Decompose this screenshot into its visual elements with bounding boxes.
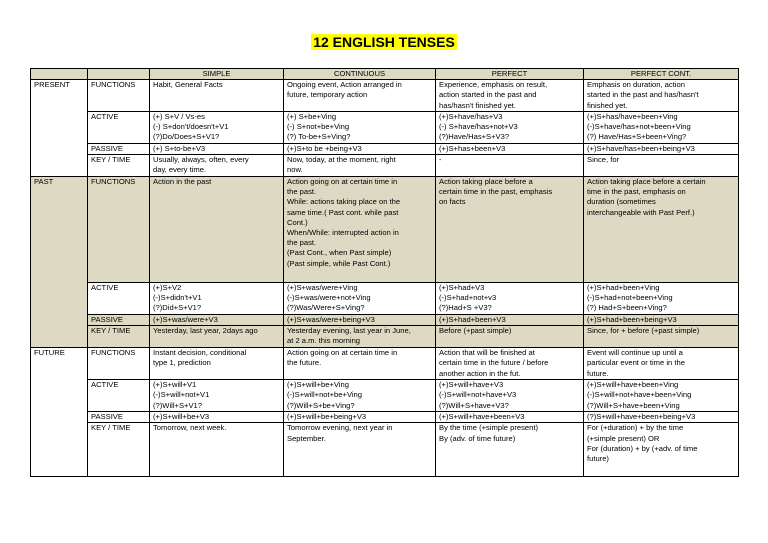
cell-line: started in the past and has/hasn't <box>587 90 699 100</box>
cell-line: (?)Will+S+be+Ving? <box>287 400 355 410</box>
tense-cell <box>584 80 739 112</box>
cell-line: future) <box>587 454 609 464</box>
tense-cell <box>284 348 436 380</box>
cell-line: the past. <box>287 187 317 197</box>
cell-line: (+)S+will+have+been+Ving <box>587 380 679 390</box>
tense-cell <box>436 380 584 412</box>
row-label: ACTIVE <box>88 111 150 143</box>
tense-cell <box>150 380 284 412</box>
cell-line: (+)S+will+be+Ving <box>287 380 349 390</box>
cell-line: (-) S+have/has+not+V3 <box>439 122 518 132</box>
tense-cell <box>584 143 739 154</box>
cell-line: Ongoing event, Action arranged in <box>287 80 402 90</box>
cell-line: By (adv. of time future) <box>439 433 516 443</box>
cell-line: For (duration) + by (+adv. of time <box>587 443 698 453</box>
tenses-table <box>30 68 739 477</box>
cell-line: Since, for <box>587 155 620 165</box>
cell-line: Habit, General Facts <box>153 80 223 90</box>
header-continuous: CONTINUOUS <box>284 69 436 80</box>
table-row <box>31 283 739 315</box>
cell-line: (-) S+don't/doesn't+V1 <box>153 122 229 132</box>
cell-line: By the time (+simple present) <box>439 423 538 433</box>
cell-line: Tomorrow evening, next year in <box>287 423 393 433</box>
header-perfect: PERFECT <box>436 69 584 80</box>
cell-line: (+)S+has/have+been+Ving <box>587 111 678 121</box>
tense-cell <box>150 423 284 477</box>
tense-cell <box>150 143 284 154</box>
cell-line: certain time in the past, emphasis <box>439 187 553 197</box>
tense-cell <box>284 155 436 177</box>
cell-line: Since, for + before (+past simple) <box>587 326 700 336</box>
tense-cell <box>436 315 584 326</box>
cell-line: Now, today, at the moment, right <box>287 155 396 165</box>
cell-line: (?)Have/Has+S+V3? <box>439 132 510 142</box>
cell-line: (+)S+has+been+V3 <box>439 143 506 153</box>
cell-line: Experience, emphasis on result, <box>439 80 548 90</box>
section-label: PAST <box>31 177 88 348</box>
cell-line: (+)S+was/were+V3 <box>153 315 218 325</box>
cell-line: For (+duration) + by the time <box>587 423 684 433</box>
cell-line: (-)S+didn't+V1 <box>153 293 202 303</box>
tense-cell <box>436 177 584 283</box>
cell-line: particular event or time in the <box>587 358 685 368</box>
row-label: PASSIVE <box>88 315 150 326</box>
cell-line: finished yet. <box>587 100 628 110</box>
tense-cell <box>436 412 584 423</box>
cell-line: time in the past, emphasis on <box>587 187 686 197</box>
cell-line: (-)S+had+not+been+Ving <box>587 293 673 303</box>
cell-line: (+)S+will+be+being+V3 <box>287 412 367 422</box>
cell-line: (+)S+was/were+being+V3 <box>287 315 375 325</box>
tense-cell <box>284 283 436 315</box>
cell-line: Action that will be finished at <box>439 348 535 358</box>
cell-line: (Past Cont., when Past simple) <box>287 248 392 258</box>
cell-line: (+) S+to-be+V3 <box>153 143 206 153</box>
cell-line: (+)S+will+have+V3 <box>439 380 504 390</box>
cell-line: another action in the fut. <box>439 368 521 378</box>
tense-cell <box>584 177 739 283</box>
row-label: FUNCTIONS <box>88 80 150 112</box>
header-cell-1 <box>88 69 150 80</box>
table-row <box>31 155 739 177</box>
cell-line: (-)S+will+not+have+V3 <box>439 390 517 400</box>
cell-line: day, every time. <box>153 165 207 175</box>
tense-cell <box>584 111 739 143</box>
cell-line: (-) S+not+be+Ving <box>287 122 350 132</box>
cell-line: future. <box>587 368 609 378</box>
cell-line: Emphasis on duration, action <box>587 80 685 90</box>
table-row <box>31 143 739 154</box>
cell-line: Action going on at certain time in <box>287 177 398 187</box>
cell-line: the past. <box>287 238 317 248</box>
tense-cell <box>584 412 739 423</box>
cell-line: Event will continue up until a <box>587 348 683 358</box>
tense-cell <box>584 283 739 315</box>
cell-line: (-)S+will+not+have+been+Ving <box>587 390 692 400</box>
header-row <box>31 69 739 80</box>
cell-line: (+)S+have/has+V3 <box>439 111 503 121</box>
tense-cell <box>284 80 436 112</box>
table-row <box>31 348 739 380</box>
tense-cell <box>284 177 436 283</box>
cell-line: While: actions taking place on the <box>287 197 401 207</box>
tense-cell <box>150 80 284 112</box>
cell-line: (+) S+V / Vs-es <box>153 111 205 121</box>
cell-line: (+)S+will+V1 <box>153 380 197 390</box>
tense-cell <box>284 111 436 143</box>
cell-line: (+)S+had+been+V3 <box>439 315 506 325</box>
tense-cell <box>150 155 284 177</box>
row-label: ACTIVE <box>88 283 150 315</box>
cell-line: Action taking place before a <box>439 177 533 187</box>
cell-line: (+) S+be+Ving <box>287 111 337 121</box>
tense-cell <box>584 348 739 380</box>
cell-line: (+)S+will+have+been+V3 <box>439 412 525 422</box>
cell-line: action started in the past and <box>439 90 537 100</box>
cell-line: (+)S+had+V3 <box>439 283 485 293</box>
cell-line: (Past simple, while Past Cont.) <box>287 258 391 268</box>
tense-cell <box>284 380 436 412</box>
row-label: FUNCTIONS <box>88 348 150 380</box>
cell-line: (?) Had+S+been+Ving? <box>587 303 667 313</box>
table-row <box>31 423 739 477</box>
tense-cell <box>436 348 584 380</box>
tense-cell <box>284 423 436 477</box>
tense-cell <box>436 111 584 143</box>
cell-line: at 2 a.m. this morning <box>287 336 361 346</box>
cell-line: (-)S+was/were+not+Ving <box>287 293 371 303</box>
tense-cell <box>584 380 739 412</box>
cell-line: (+)S+had+been+being+V3 <box>587 315 677 325</box>
cell-line: (-)S+had+not+v3 <box>439 293 497 303</box>
row-label: KEY / TIME <box>88 155 150 177</box>
cell-line: September. <box>287 433 326 443</box>
tense-cell <box>150 315 284 326</box>
section-label: FUTURE <box>31 348 88 477</box>
cell-line: (-)S+have/has+not+been+Ving <box>587 122 691 132</box>
cell-line: (+)S+had+been+Ving <box>587 283 660 293</box>
cell-line: (?)Was/Were+S+Ving? <box>287 303 365 313</box>
tense-cell <box>150 348 284 380</box>
cell-line: - <box>439 155 442 165</box>
row-label: FUNCTIONS <box>88 177 150 283</box>
tense-cell <box>284 412 436 423</box>
cell-line: (+)S+will+be+V3 <box>153 412 210 422</box>
cell-line: (+)S+to be +being+V3 <box>287 143 362 153</box>
cell-line: (?)Will+S+V1? <box>153 400 202 410</box>
cell-line: (-)S+will+not+be+Ving <box>287 390 362 400</box>
tense-cell <box>150 111 284 143</box>
tense-cell <box>584 423 739 477</box>
cell-line: When/While: interrupted action in <box>287 228 399 238</box>
cell-line: (?)Do/Does+S+V1? <box>153 132 220 142</box>
cell-line: (?)S+will+have+been+being+V3 <box>587 412 696 422</box>
cell-line: Instant decision, conditional <box>153 348 247 358</box>
cell-line: same time.( Past cont. while past <box>287 207 399 217</box>
tense-cell <box>436 283 584 315</box>
table-row <box>31 80 739 112</box>
page-title-wrap <box>0 34 768 52</box>
tense-cell <box>284 315 436 326</box>
cell-line: (-)S+will+not+V1 <box>153 390 210 400</box>
section-label: PRESENT <box>31 80 88 177</box>
tense-cell <box>436 143 584 154</box>
cell-line: Before (+past simple) <box>439 326 512 336</box>
cell-line: duration (sometimes <box>587 197 656 207</box>
cell-line: interchangeable with Past Perf.) <box>587 207 695 217</box>
tense-cell <box>150 177 284 283</box>
cell-line: Yesterday evening, last year in June, <box>287 326 411 336</box>
tense-cell <box>436 423 584 477</box>
cell-line: the future. <box>287 358 322 368</box>
table-row <box>31 412 739 423</box>
table-row <box>31 326 739 348</box>
cell-line: Action taking place before a certain <box>587 177 706 187</box>
cell-line: (+)S+have/has+been+being+V3 <box>587 143 695 153</box>
table-row <box>31 111 739 143</box>
tense-cell <box>436 155 584 177</box>
cell-line: (?)Had+S +V3? <box>439 303 492 313</box>
table-row <box>31 380 739 412</box>
cell-line: (?)Will+S+have+V3? <box>439 400 509 410</box>
row-label: PASSIVE <box>88 412 150 423</box>
cell-line: certain time in the future / before <box>439 358 549 368</box>
cell-line: (?)Did+S+V1? <box>153 303 202 313</box>
tense-cell <box>584 326 739 348</box>
cell-line: (?) To-be+S+Ving? <box>287 132 351 142</box>
cell-line: (?)Will+S+have+been+Ving <box>587 400 680 410</box>
cell-line: Cont.) <box>287 217 308 227</box>
cell-line: on facts <box>439 197 466 207</box>
tense-cell <box>436 80 584 112</box>
cell-line: now. <box>287 165 303 175</box>
cell-line: (+simple present) OR <box>587 433 660 443</box>
cell-line: Action in the past <box>153 177 212 187</box>
table-row <box>31 177 739 283</box>
tense-cell <box>584 155 739 177</box>
tense-cell <box>150 412 284 423</box>
header-perfect-cont: PERFECT CONT. <box>584 69 739 80</box>
header-cell-0 <box>31 69 88 80</box>
tense-cell <box>284 143 436 154</box>
cell-line: type 1, prediction <box>153 358 211 368</box>
row-label: KEY / TIME <box>88 423 150 477</box>
cell-line: Yesterday, last year, 2days ago <box>153 326 258 336</box>
tense-cell <box>584 315 739 326</box>
cell-line: Action going on at certain time in <box>287 348 398 358</box>
table-body <box>31 80 739 477</box>
tense-cell <box>150 326 284 348</box>
cell-line: (?) Have/Has+S+been+Ving? <box>587 132 687 142</box>
tense-cell <box>436 326 584 348</box>
row-label: PASSIVE <box>88 143 150 154</box>
header-simple: SIMPLE <box>150 69 284 80</box>
cell-line: (+)S+V2 <box>153 283 182 293</box>
tense-cell <box>150 283 284 315</box>
cell-line: Usually, always, often, every <box>153 155 249 165</box>
row-label: KEY / TIME <box>88 326 150 348</box>
page-title: 12 ENGLISH TENSES <box>313 34 455 50</box>
table-row <box>31 315 739 326</box>
cell-line: future, temporary action <box>287 90 368 100</box>
cell-line: Tomorrow, next week. <box>153 423 227 433</box>
tense-cell <box>284 326 436 348</box>
cell-line: (+)S+was/were+Ving <box>287 283 358 293</box>
row-label: ACTIVE <box>88 380 150 412</box>
cell-line: has/hasn't finished yet. <box>439 100 517 110</box>
